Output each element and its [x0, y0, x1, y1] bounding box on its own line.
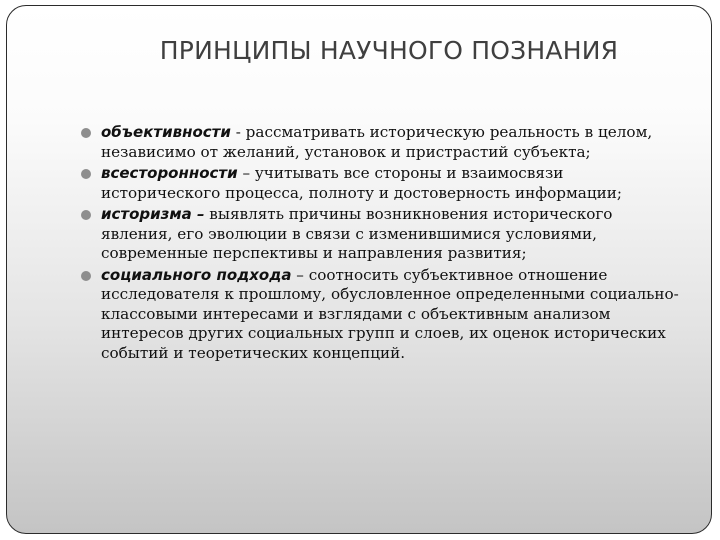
- principle-text: – учитывать все стороны и взаимосвязи исторического процесса, полноту и достоверность информации;: [101, 164, 622, 202]
- slide-title: ПРИНЦИПЫ НАУЧНОГО ПОЗНАНИЯ: [159, 36, 619, 65]
- list-item: [79, 266, 679, 364]
- bullet-icon: [81, 271, 91, 281]
- principle-text: – соотносить субъективное отношение исследователя к прошлому, обусловленное определенными социально-классовыми интересами и взглядами с объективным анализом интересов других социальных групп и слоев, их оценок исторических событий и теоретических концепций.: [101, 265, 679, 362]
- list-item: [79, 164, 679, 203]
- list-item: [79, 123, 679, 162]
- principle-text: выявлять причины возникновения исторического явления, его эволюции в связи с изменившимися условиями, современные перспективы и направления развития;: [101, 205, 613, 262]
- principle-term: всесторонности: [101, 164, 238, 182]
- list-item: [79, 205, 679, 264]
- bullet-icon: [81, 128, 91, 138]
- bullet-icon: [81, 210, 91, 220]
- bullet-icon: [81, 169, 91, 179]
- slide: [6, 5, 712, 534]
- principles-list: [79, 123, 679, 365]
- principle-text: - рассматривать историческую реальность в целом, независимо от желаний, установок и пристрастий субъекта;: [101, 123, 653, 161]
- principle-term: социального подхода: [101, 265, 292, 284]
- principle-term: историзма –: [101, 205, 205, 223]
- principle-term: объективности: [101, 123, 231, 141]
